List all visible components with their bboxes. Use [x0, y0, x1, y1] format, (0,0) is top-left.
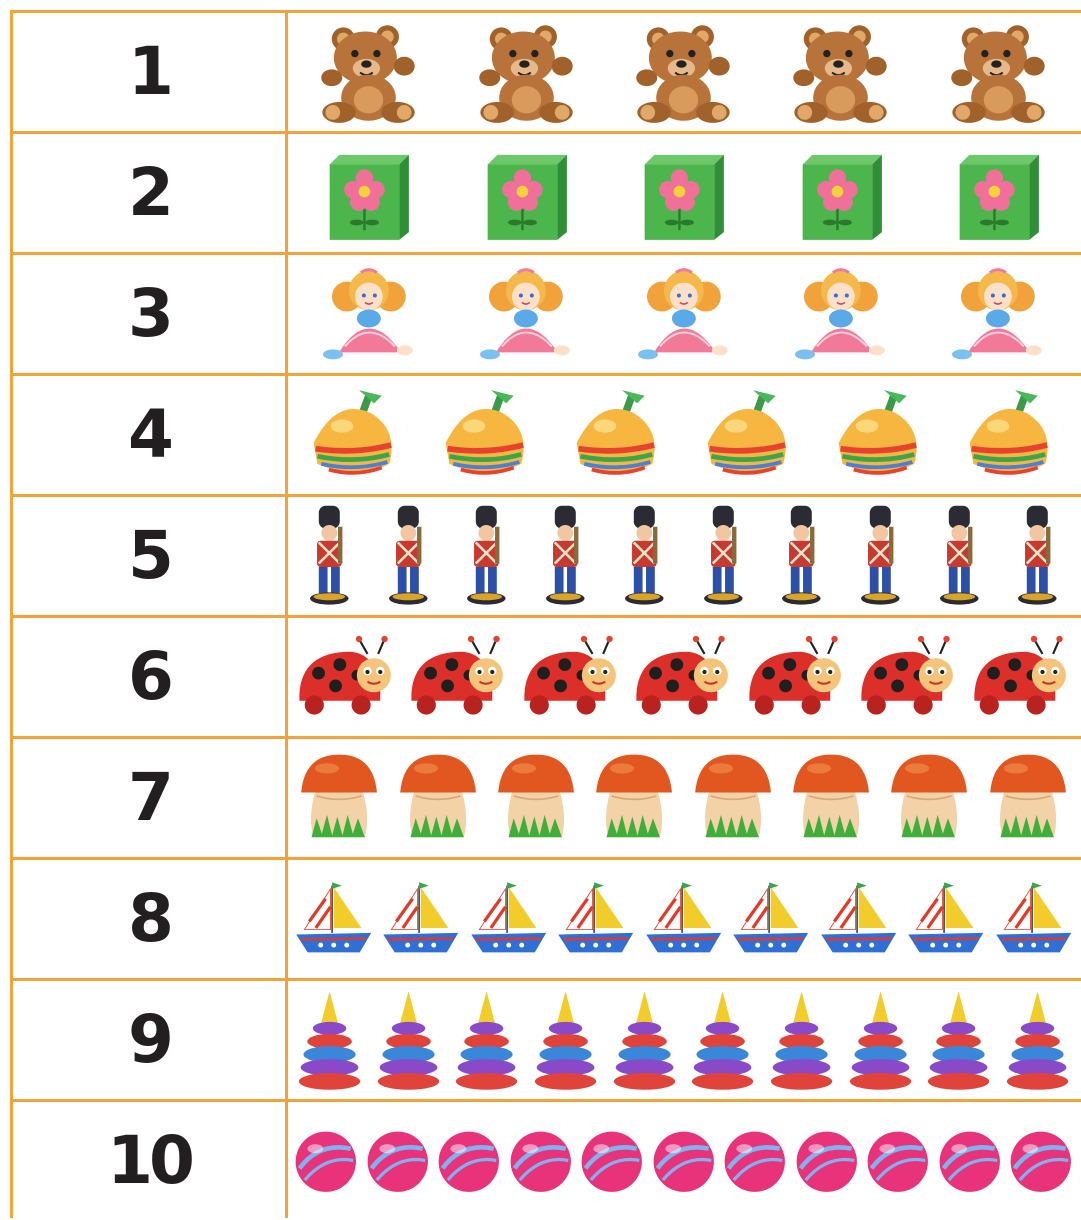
ball-icon	[794, 1129, 860, 1195]
mushroom-icon	[886, 746, 972, 851]
ball-icon	[1008, 1129, 1074, 1195]
spinning-top-icon	[440, 383, 535, 488]
mushroom-icon	[690, 746, 776, 851]
toy-soldier-icon	[538, 504, 593, 609]
teddy-bear-icon	[631, 20, 736, 125]
doll-icon	[634, 262, 734, 367]
ladybug-car-icon	[405, 633, 511, 722]
ring-stacker-icon	[769, 988, 834, 1093]
doll-icon	[791, 262, 891, 367]
row-number: 1	[128, 33, 170, 110]
sailboat-icon	[905, 877, 986, 963]
spinning-top-icon	[308, 383, 403, 488]
mushroom-icon	[493, 746, 579, 851]
toy-soldier-icon	[696, 504, 751, 609]
ring-stacker-icon	[376, 988, 441, 1093]
sailboat-icon	[730, 877, 811, 963]
ring-stacker-icon	[533, 988, 598, 1093]
ring-stacker-icon	[454, 988, 519, 1093]
doll-icon	[948, 262, 1048, 367]
row-number: 10	[107, 1122, 191, 1199]
teddy-bear-icon	[474, 20, 579, 125]
row-number: 9	[128, 1001, 170, 1078]
ladybug-car-icon	[743, 633, 849, 722]
sailboat-icon	[643, 877, 724, 963]
flower-block-icon	[950, 141, 1047, 246]
ball-icon	[579, 1129, 645, 1195]
ring-stacker-icon	[612, 988, 677, 1093]
toy-soldier-icon	[932, 504, 987, 609]
ball-icon	[651, 1129, 717, 1195]
ball-icon	[365, 1129, 431, 1195]
spinning-top-icon	[571, 383, 666, 488]
mushroom-icon	[985, 746, 1071, 851]
ball-icon	[937, 1129, 1003, 1195]
ring-stacker-icon	[297, 988, 362, 1093]
ring-stacker-icon	[1005, 988, 1070, 1093]
ladybug-car-icon	[518, 633, 624, 722]
ring-stacker-icon	[690, 988, 755, 1093]
teddy-bear-icon	[788, 20, 893, 125]
table-column-divider	[285, 10, 288, 1218]
toy-soldier-icon	[459, 504, 514, 609]
spinning-top-icon	[702, 383, 797, 488]
ring-stacker-icon	[848, 988, 913, 1093]
flower-block-icon	[635, 141, 732, 246]
ladybug-car-icon	[293, 633, 399, 722]
ball-icon	[508, 1129, 574, 1195]
sailboat-icon	[293, 877, 374, 963]
flower-block-icon	[793, 141, 890, 246]
ball-icon	[722, 1129, 788, 1195]
toy-soldier-icon	[774, 504, 829, 609]
sailboat-icon	[468, 877, 549, 963]
doll-icon	[476, 262, 576, 367]
row-number: 5	[128, 517, 170, 594]
row-number: 7	[128, 759, 170, 836]
sailboat-icon	[555, 877, 636, 963]
row-number: 8	[128, 880, 170, 957]
sailboat-icon	[380, 877, 461, 963]
teddy-bear-icon	[316, 20, 421, 125]
doll-icon	[319, 262, 419, 367]
ball-icon	[436, 1129, 502, 1195]
mushroom-icon	[395, 746, 481, 851]
sailboat-icon	[818, 877, 899, 963]
row-number: 6	[128, 638, 170, 715]
ladybug-car-icon	[630, 633, 736, 722]
row-number: 3	[128, 275, 170, 352]
flower-block-icon	[478, 141, 575, 246]
teddy-bear-icon	[946, 20, 1051, 125]
mushroom-icon	[591, 746, 677, 851]
ladybug-car-icon	[855, 633, 961, 722]
ladybug-car-icon	[968, 633, 1074, 722]
flower-block-icon	[320, 141, 417, 246]
toy-soldier-icon	[853, 504, 908, 609]
row-number: 2	[128, 154, 170, 231]
mushroom-icon	[788, 746, 874, 851]
toy-soldier-icon	[302, 504, 357, 609]
toy-soldier-icon	[1010, 504, 1065, 609]
mushroom-icon	[296, 746, 382, 851]
sailboat-icon	[993, 877, 1074, 963]
ring-stacker-icon	[926, 988, 991, 1093]
toy-soldier-icon	[381, 504, 436, 609]
toy-soldier-icon	[617, 504, 672, 609]
spinning-top-icon	[964, 383, 1059, 488]
row-number: 4	[128, 396, 170, 473]
ball-icon	[865, 1129, 931, 1195]
ball-icon	[293, 1129, 359, 1195]
spinning-top-icon	[833, 383, 928, 488]
